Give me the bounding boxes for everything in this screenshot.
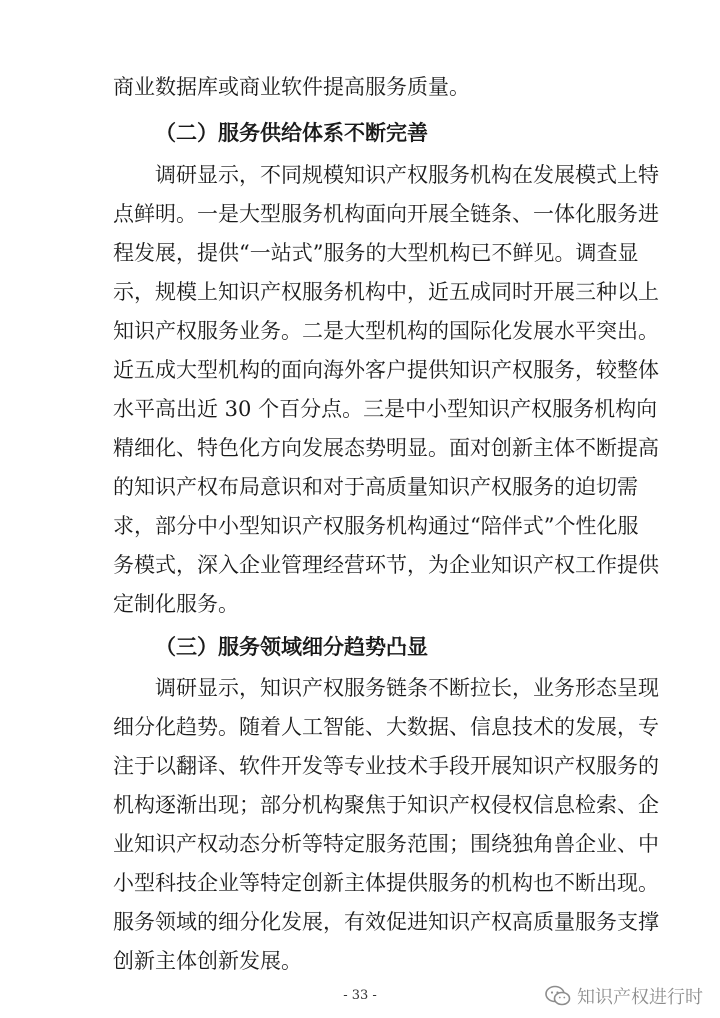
section-heading-3: （三）服务领域细分趋势凸显 (155, 634, 428, 659)
text-line: 示，规模上知识产权服务机构中，近五成同时开展三种以上 (113, 280, 659, 304)
text-line: 创新主体创新发展。 (113, 949, 302, 973)
text-line: 调研显示，不同规模知识产权服务机构在发展模式上特 (155, 163, 659, 187)
text-line: 精细化、特色化方向发展态势明显。面对创新主体不断提高 (113, 436, 659, 460)
text-line: 细分化趋势。随着人工智能、大数据、信息技术的发展，专 (113, 715, 659, 739)
text-line: 近五成大型机构的面向海外客户提供知识产权服务，较整体 (113, 358, 659, 382)
text-line: 服务领域的细分化发展，有效促进知识产权高质量服务支撑 (113, 910, 659, 934)
watermark-text: 知识产权进行时 (577, 987, 703, 1008)
text-line: 知识产权服务业务。二是大型机构的国际化发展水平突出。 (113, 319, 659, 343)
watermark (545, 982, 703, 1010)
text-line: 调研显示，知识产权服务链条不断拉长，业务形态呈现 (155, 676, 659, 700)
wechat-icon (545, 985, 571, 1007)
text-line: 点鲜明。一是大型服务机构面向开展全链条、一体化服务进 (113, 202, 659, 226)
page-number: - 33 - (343, 988, 377, 1003)
text-line: 机构逐渐出现；部分机构聚焦于知识产权侵权信息检索、企 (113, 793, 659, 817)
text-line: 的知识产权布局意识和对于高质量知识产权服务的迫切需 (113, 475, 638, 499)
text-line: 务模式，深入企业管理经营环节，为企业知识产权工作提供 (113, 553, 659, 577)
text-line: 求，部分中小型知识产权服务机构通过“陪伴式”个性化服 (113, 514, 639, 538)
text-line: 定制化服务。 (113, 592, 239, 616)
text-line: 小型科技企业等特定创新主体提供服务的机构也不断出现。 (113, 871, 659, 895)
section-heading-2: （二）服务供给体系不断完善 (155, 120, 428, 145)
text-line: 程发展，提供“一站式”服务的大型机构已不鲜见。调查显 (113, 241, 639, 265)
text-line: 注于以翻译、软件开发等专业技术手段开展知识产权服务的 (113, 754, 659, 778)
text-line: 商业数据库或商业软件提高服务质量。 (113, 75, 470, 99)
text-line: 水平高出近 30 个百分点。三是中小型知识产权服务机构向 (113, 397, 658, 421)
text-line: 业知识产权动态分析等特定服务范围；围绕独角兽企业、中 (113, 832, 659, 856)
